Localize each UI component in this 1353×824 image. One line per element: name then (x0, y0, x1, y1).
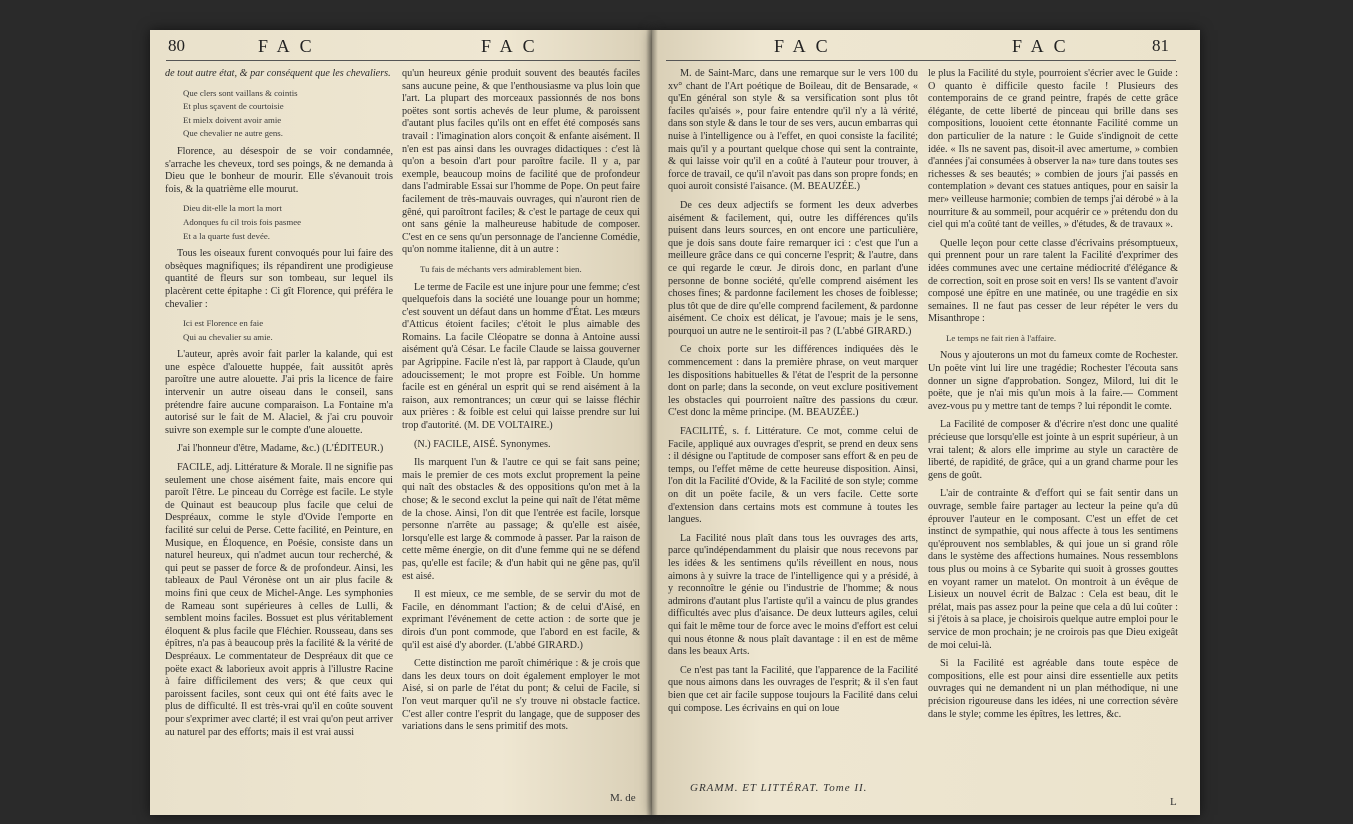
paragraph: Ils marquent l'un & l'autre ce qui se fait sans peine; mais le premier de ces mots exclut proprement la peine qui naît des obstacles & des oppositions qu'on met à la chose; & le second exclut la peine qui naît de l'état même de la chose. Ainsi, l'on dit que l'entrée est facile, lorsque personne n'arrête au passage; & qu'elle est aisée, lorsqu'elle est large & commode à passer. Par la raison de cette même énergie, on dit d'une femme qui ne se défend pas, qu'elle est facile; & d'un habit qui ne gêne pas, qu'il est aisé. (402, 457, 640, 582)
paragraph: le plus la Facilité du style, pourroient s'écrier avec le Guide : O quanto è difficile questo facile ! Plusieurs des contemporains de ce grand peintre, frapés de cette grâce élégante, de cette liberté de pinceau qui brille dans ses compositions, louoient cette étonnante Facilité comme un don particulier de la nature : le Guide s'indignoit de cette idée. « Ils ne savent pas, disoit-il avec amertume, » combien d'années j'ai consumées à observer la na» ture dans toutes ses richesses & ses beautés; » combien de jours j'ai passés en contemplation » devant ces statues antiques, pour en saisir la mer» veilleuse harmonie; combien de temps j'ai dérobé » à la nourriture & au sommeil, pour acquérir ce » prétendu don du ciel qui m'a coûté tant de veilles, » d'études, & de travaux ». (928, 68, 1178, 231)
right-column-2 (928, 68, 1178, 793)
verse-line: Et a la quarte fust devée. (183, 230, 270, 241)
paragraph: Nous y ajouterons un mot du fameux comte de Rochester. Un poëte vint lui lire une tragédie; Rochester l'écouta sans donner un signe d'approbation. Songez, Milord, lui dit le poëte, que je n'ai mis qu'un mois à la faire.— Comment avez-vous pu y mettre tant de temps ? lui répondit le comte. (928, 350, 1178, 412)
paragraph: Le terme de Facile est une injure pour une femme; c'est quelquefois dans la société une louange pour un homme; c'est souvent un défaut dans un homme d'État. Les mœurs d'Atticus étoient faciles; c'étoit le plus aimable des Romains. La facile Cléopatre se donna à Antoine aussi aisément qu'à César. Le facile Claude se laissa gouverner par Agrippine. Facile n'est là, par rapport à Claude, qu'un adoucissement; le mot propre est Foible. Un homme facile est en général un esprit qui se rend aisément à la raison, aux remontrances; un cœur qui se laisse fléchir aux prières : & foible est celui qui laisse prendre sur lui trop d'autorité. (M. DE VOLTAIRE.) (402, 281, 640, 432)
paragraph: Quelle leçon pour cette classe d'écrivains présomptueux, qui prennent pour un rare talent la Facilité d'exprimer des idées communes avec une certaine médiocrité d'élégance & de correction, soit en prose soit en vers! Ils se vantent d'avoir composé une épître en une matinée, ou une tragédie en six semaines. Il ne faut pas cesser de leur répéter le vers du Misanthrope : (928, 237, 1178, 325)
book-gutter (646, 30, 658, 815)
verse-line: Et mielx doivent avoir amie (183, 114, 282, 125)
paragraph: qu'un heureux génie produit souvent des beautés faciles sans aucune peine, & que l'enthousiasme va plus loin que l'art. La plupart des morceaux passionnés de nos bons poëtes sont sortis achevés de leur plume, & paroissent d'autant plus faciles qu'ils ont en effet été composés sans travail : l'imagination alors conçoit & enfante aisément. Il n'en est pas ainsi dans les ouvrages didactiques : c'est là qu'on a besoin d'art pour paroître facile. Il y a, par exemple, beaucoup moins de facilité que de profondeur dans l'admirable Essai sur l'homme de Pope. On peut faire facilement de très-mauvais ouvrages, qui n'auront rien de gêné, qui paroîtront faciles; & c'est le partage de ceux qui ont sans génie la malheureuse habitude de composer. C'est en ce sens qu'un personnage de l'ancienne Comédie, qu'on nomme italienne, dit à un autre : (402, 68, 640, 256)
verse-block (946, 332, 1178, 345)
right-column-1 (668, 68, 918, 776)
catchword: M. de (610, 792, 636, 804)
verse-line: Que chevalier ne autre gens. (183, 128, 283, 139)
left-header-rule (166, 60, 640, 61)
verse-line: Et plus sçavent de courtoisie (183, 101, 284, 112)
left-column-2 (402, 68, 640, 803)
verse-block (183, 87, 393, 140)
verse-line: Tu fais de méchants vers admirablement bien. (420, 263, 582, 274)
verse-line: Que clers sont vaillans & cointis (183, 87, 298, 98)
left-running-head-col2: FAC (481, 36, 545, 56)
right-running-head: FAC (774, 36, 838, 56)
paragraph: Cette distinction me paroît chimérique : & je crois que dans les deux tours on doit également employer le mot Aisé, si on parle de l'état du pont; & celui de Facile, si l'on veut marquer qu'il ne s'y trouve ni obstacle factice. C'est aller contre l'esprit du langage, que de supposer des variations dans le sens primitif des mots. (402, 658, 640, 733)
entry-facile: FACILE, adj. Littérature & Morale. Il ne signifie pas seulement une chose aisément faite, mais encore qui paroît l'être. Le pinceau du Corrège est facile. Le style de Quinaut est beaucoup plus facile que celui de Despréaux, comme le style d'Ovide l'emporte en facilité sur celui de Perse. Cette facilité, en Peinture, en Musique, en Éloquence, en Poésie, consiste dans un naturel heureux, qui n'admet aucun tour recherché, & qui peut se passer de force & de profondeur. Ainsi, les tableaux de Paul Véronèse ont un air plus facile & moins fini que ceux de Michel-Ange. Les symphonies de Rameau sont supérieures à celles de Lulli, & semblent moins faciles. Bossuet est plus véritablement éloquent & plus facile que Fléchier. Rousseau, dans ses épîtres, n'a pas à beaucoup près la facilité & la vérité de Despréaux. Le commentateur de Despréaux dit que ce poëte exact & laborieux avoit appris à l'illustre Racine à faire difficilement des vers; & que ceux qui paroissent faciles, sont ceux qui ont été faits avec le plus de difficulté. Il est très-vrai qu'il en coûte souvent pour s'exprimer avec clarté; il est vrai qu'on peut arriver au naturel par des efforts; mais il est vrai aussi (165, 462, 393, 738)
entry-facile-aise: (N.) FACILE, AISÉ. Synonymes. (414, 438, 551, 450)
paragraph: Florence, au désespoir de se voir condamnée, s'arrache les cheveux, tord ses poings, & ne demanda à Dieu que le bonheur de mourir. Elle s'évanouit trois fois, & la quatrième elle mourut. (165, 145, 393, 195)
paragraph: De ces deux adjectifs se forment les deux adverbes aisément & facilement, qui, outre les différences qu'ils puisent dans leurs sources, en ont encore une particulière, que je dois sans doute faire remarquer ici : c'est que l'un a meilleure grâce dans ce qui concerne l'esprit; & l'autre, dans ce qui regarde le cœur. Je dirois donc, en parlant d'une personne de bonne société, qu'elle comprend aisément les choses fines; & pardonne facilement les choses de foiblesse; plus tôt que de dire qu'elle comprend facilement, & pardonne aisément. Ce choix est délicat, je l'avoue; mais je le sens, pourquoi un autre ne le sentiroit-il pas ? (L'abbé GIRARD.) (668, 199, 918, 337)
left-column-1 (165, 68, 393, 808)
right-header-rule (666, 60, 1176, 61)
paragraph: Si la Facilité est agréable dans toute espèce de compositions, elle est pour ainsi dire essentielle aux petits ouvrages qui ne demandent ni un plan méthodique, ni une précision rigoureuse dans les idées, ni une correction sévère dans le style; comme les épîtres, les lettres, &c. (928, 658, 1178, 720)
right-page-number: 81 (1152, 36, 1169, 55)
right-running-head-col2: FAC (1012, 36, 1076, 56)
paragraph: Ce choix porte sur les différences indiquées dès le commencement : dans la première phrase, on veut marquer les dispositions habituelles & l'état de l'esprit de la personne dont on parle; dans la seconde, on veut exclure positivement les obstacles qui pourroient naître des passions du cœur. C'est donc la même principe. (M. BEAUZÉE.) (668, 344, 918, 419)
verse-line: Ici est Florence en faie (183, 318, 264, 329)
verse-line: Dieu dit-elle la mort la mort (183, 203, 282, 214)
paragraph: Il est mieux, ce me semble, de se servir du mot de Facile, en dénommant l'action; & de celui d'Aisé, en exprimant l'événement de cette action : de sorte que je dirois d'un pont commode, que l'abord en est facile, & qu'il est aisé d'y aborder. (L'abbé GIRARD.) (402, 589, 640, 651)
entry-facilite: FACILITÉ, s. f. Littérature. Ce mot, comme celui de Facile, appliqué aux ouvrages d'esprit, se prend en deux sens : il désigne ou l'aptitude de composer sans effort & en peu de temps, ou l'effet même de cette heureuse disposition. Ainsi, l'on dit la Facilité d'Ovide, & la Facilité de son style; comme on dit un poëte facile, & un vers facile. Cette sorte d'extension dans certains mots est commune à toutes les langues. (668, 426, 918, 526)
signature-line: GRAMM. ET LITTÉRAT. Tome II. (690, 782, 868, 794)
paragraph: La Facilité nous plaît dans tous les ouvrages des arts, parce qu'indépendamment du plaisir que nous recevons par les idées & les sentimens qu'ils réveillent en nous, nous aimons à y suivre la trace de l'intelligence qui y a présidé, à y reconnoître le génie ou l'industrie de l'homme; & nous admirons d'autant plus l'artiste qu'il a vaincu de plus grandes difficultés avec plus d'aisance. De deux lutteurs agiles, celui qui fait le même tour de force avec le moins d'effort est celui qui nous étonne & nous plaît davantage : il en est de même dans les beaux Arts. (668, 532, 918, 658)
verse-line: Adonques fu cil trois fois pasmee (183, 216, 302, 227)
left-running-head: FAC (258, 36, 322, 56)
verse-line: Le temps ne fait rien à l'affaire. (946, 332, 1057, 343)
paragraph: Ce n'est pas tant la Facilité, que l'apparence de la Facilité que nous aimons dans les ouvrages de l'esprit; & il s'en faut bien que cet air facile suppose toujours la Facilité dans celui qui compose. Les écrivains en qui on loue (668, 664, 918, 714)
paragraph: J'ai l'honneur d'être, Madame, &c.) (L'ÉDITEUR.) (177, 443, 384, 455)
paragraph: de tout autre état, & par conséquent que les chevaliers. (165, 68, 391, 79)
signature-mark: L (1170, 796, 1177, 808)
paragraph: M. de Saint-Marc, dans une remarque sur le vers 100 du xv° chant de l'Art poétique de Boileau, dit de Bensarade, « qu'En général son style & sa versification sont plus tôt faciles qu'aisés », pour faire entendre qu'il n'y a là vérité, dans son style & dans le tour de ses vers, aucun embarras qui nuise à l'intelligence ou à l'effet, en quoi consiste la facilité; mais qu'il y a pourtant quelque chose qui sent la contrainte, & qui laisse voir qu'il en a coûté à l'auteur pour trouver, à force de travail, ce qu'il n'avoit pas dans son propre fonds; en quoi auroit consisté l'aisance. (M. BEAUZÉE.) (668, 68, 918, 193)
paragraph: L'air de contrainte & d'effort qui se fait sentir dans un ouvrage, semble faire partager au lecteur la peine qu'a dû éprouver l'auteur en le composant. C'est un effet de cet instinct de sympathie, qui nous affecte à tous les sentimens qu'éprouvent nos semblables, & qui joue un si grand rôle dans le système des affections humaines. Nous ressemblons tous plus ou moins à ce Sybarite qui suoit à grosses gouttes en voyant ramer un matelot. On montroit à un évêque de Lisieux un nouvel écrit de Balzac : Cela est beau, dit le prélat, mais pas assez pour la peine que cela a dû lui coûter : si j'étois à sa place, je choisirois quelque autre emploi pour le service de mon prochain; je ne croirois pas que Dieu exigeât de moi celui-là. (928, 488, 1178, 651)
paragraph: Tous les oiseaux furent convoqués pour lui faire des obsèques magnifiques; ils répandirent une prodigieuse quantité de fleurs sur son tombeau, sur lequel ils placèrent cette épitaphe : Ci gît Florence, qui préféra le chevalier : (165, 248, 393, 310)
verse-block (420, 263, 640, 276)
left-page-number: 80 (168, 36, 185, 55)
paragraph: L'auteur, après avoir fait parler la kalande, qui est une espèce d'alouette huppée, fait aussitôt après paroître une autre alouette. J'ai pris la licence de faire intervenir un autre oiseau dans le conseil, sans prétendre faire aucune comparaison. La Fontaine m'a autorisé sur le fait de M. Alaciel, & j'ai cru pouvoir suivre son exemple sur le compte d'une alouette. (165, 349, 393, 436)
verse-block (183, 317, 393, 343)
verse-block (183, 202, 393, 242)
verse-line: Qui au chevalier su amie. (183, 331, 273, 342)
paragraph: La Facilité de composer & d'écrire n'est donc une qualité précieuse que lorsqu'elle est jointe à un esprit supérieur, à un vrai talent; & alors elle imprime au style un caractère de liberté, de rapidité, de grâce, qui a un grand charme pour les gens de goût. (928, 419, 1178, 481)
